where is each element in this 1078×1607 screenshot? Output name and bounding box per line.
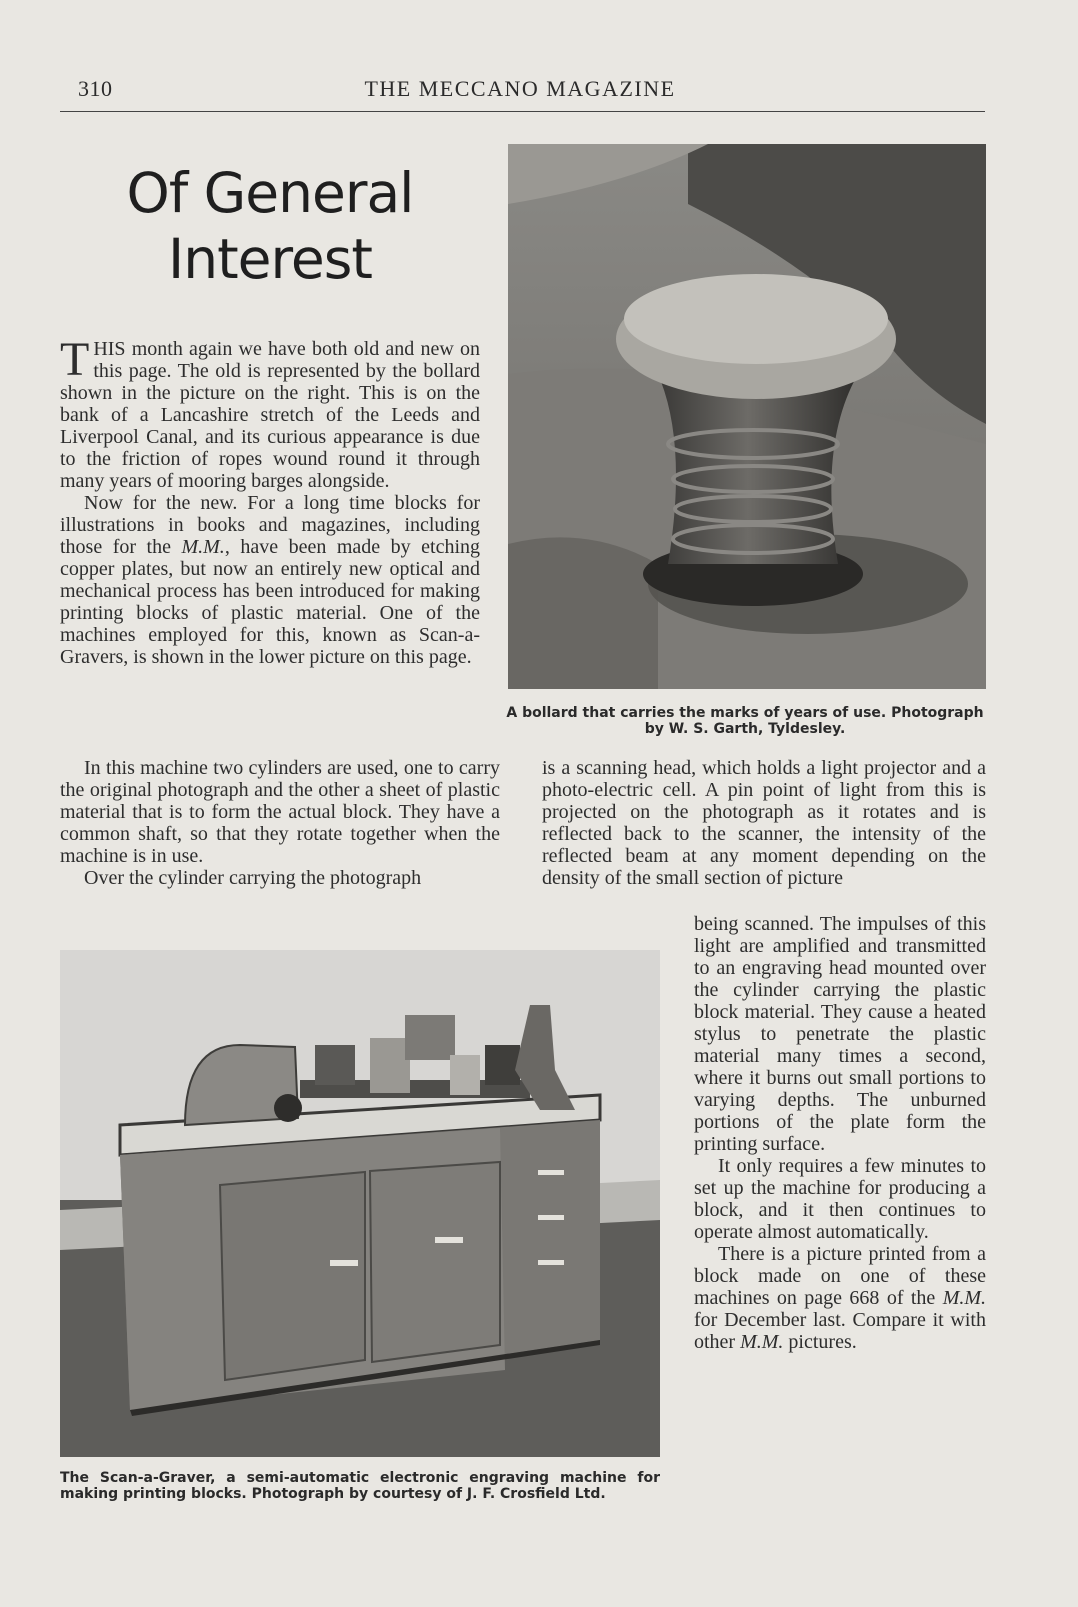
paragraph-6-part-c: pictures. (783, 1331, 857, 1353)
page-number: 310 (78, 76, 113, 101)
bollard-photo (508, 144, 986, 689)
paragraph-3: In this machine two cylinders are used, one to carry the original photograph and the other a sheet of plastic material that is to form the actual block. They have a common shaft, so that they rotate together when the machine is in use. (60, 757, 500, 867)
lower-left-column (60, 757, 500, 889)
article-title (60, 160, 480, 292)
paragraph-6-mm-1: M.M. (942, 1287, 987, 1309)
header-rule (60, 111, 985, 112)
paragraph-2-mm: M.M. (181, 536, 225, 558)
paragraph-4-middle: is a scanning head, which holds a light projector and a photo-electric cell. A pin point of light from this is projected on the photograph as it rotates and is reflected back to the scanner, the intensity of the reflected beam at any moment depending on the density of the small section of picture (542, 757, 986, 889)
paragraph-4-start: Over the cylinder carrying the photograph (84, 867, 422, 889)
paragraph-2-part-b: , have been made by etching copper plates, but now an entirely new optical and mechanical process has been introduced for making printing blocks of plastic material. One of the machines employed for this, known as Scan-a-Gravers, is shown in the lower picture on this page. (60, 536, 480, 668)
paragraph-1 (60, 333, 480, 492)
bollard-caption: A bollard that carries the marks of years of use. Photograph by W. S. Garth, Tyldesley. (506, 705, 984, 737)
left-column (60, 333, 480, 668)
paragraph-1-text: HIS month again we have both old and new on this page. The old is represented by the bollard shown in the picture on the right. This is on the bank of a Lancashire stretch of the Leeds and Liverpool Canal, and its curious appearance is due to the friction of ropes wound round it through many years of mooring barges alongside. (60, 338, 480, 492)
running-title: THE MECCANO MAGAZINE (364, 76, 676, 101)
paragraph-2 (60, 492, 480, 668)
title-line-2: Interest (168, 227, 372, 291)
title-line-1: Of General (126, 161, 414, 225)
paragraph-6-part-a: There is a picture printed from a block made on one of these machines on page 668 of the (694, 1243, 986, 1309)
paragraph-2-part-a: Now for the new. For a long time blocks for illustrations in books and magazines, including those for the (60, 492, 480, 558)
paragraph-6-mm-2: M.M. (740, 1331, 784, 1353)
paragraph-4-end: being scanned. The impulses of this light are amplified and transmitted to an engraving head mounted over the cylinder carrying the plastic block material. They cause a heated stylus to penetrate the plastic material many times a second, where it burns out small portions to varying depths. The unburned portions of the plate form the printing surface. (694, 913, 986, 1155)
paragraph-6-part-b: for December last. Compare it with other (694, 1309, 986, 1353)
machine-photo (60, 950, 660, 1457)
paragraph-5: It only requires a few minutes to set up the machine for producing a block, and it then continues to operate almost automatically. (694, 1155, 986, 1243)
paragraph-6 (694, 1243, 986, 1353)
narrow-column (694, 913, 986, 1353)
lower-right-column (542, 757, 986, 889)
drop-cap: T (60, 333, 90, 386)
machine-caption: The Scan-a-Graver, a semi-automatic electronic engraving machine for making printing blocks. Photograph by courtesy of J. F. Crosfield Ltd. (60, 1470, 660, 1502)
